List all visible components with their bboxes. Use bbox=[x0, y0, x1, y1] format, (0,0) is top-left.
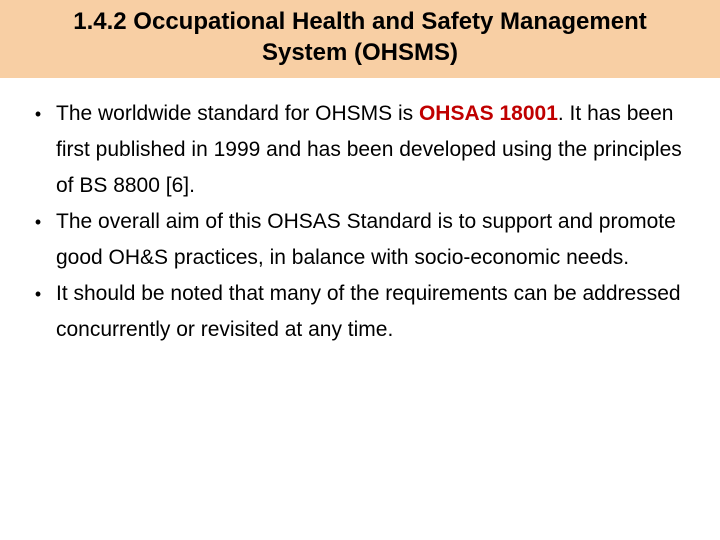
bullet-3-text: It should be noted that many of the requirements can be addressed concurrently or revisited at any time. bbox=[56, 282, 681, 341]
bullet-icon: • bbox=[34, 284, 42, 304]
slide-title-line-2: System (OHSMS) bbox=[261, 39, 459, 66]
bullet-2-text: The overall aim of this OHSAS Standard is to support and promote good OH&S practices, in balance with socio-economic needs. bbox=[56, 210, 676, 269]
bullet-item-1 bbox=[30, 96, 692, 204]
bullet-item-2 bbox=[30, 204, 692, 276]
bullet-icon: • bbox=[34, 212, 42, 232]
bullet-item-3 bbox=[30, 276, 692, 348]
bullet-list bbox=[30, 96, 692, 348]
slide-title bbox=[0, 6, 720, 68]
bullet-1-text-before: The worldwide standard for OHSMS is bbox=[56, 102, 419, 125]
bullet-icon: • bbox=[34, 104, 42, 124]
title-band bbox=[0, 0, 720, 78]
bullet-1-highlight: OHSAS 18001 bbox=[418, 102, 558, 125]
bullet-1-text-after: . It has been first published in 1999 and has been developed using the principles of BS 8800 [6]. bbox=[56, 102, 682, 197]
slide-title-line-1: 1.4.2 Occupational Health and Safety Management bbox=[73, 8, 647, 35]
